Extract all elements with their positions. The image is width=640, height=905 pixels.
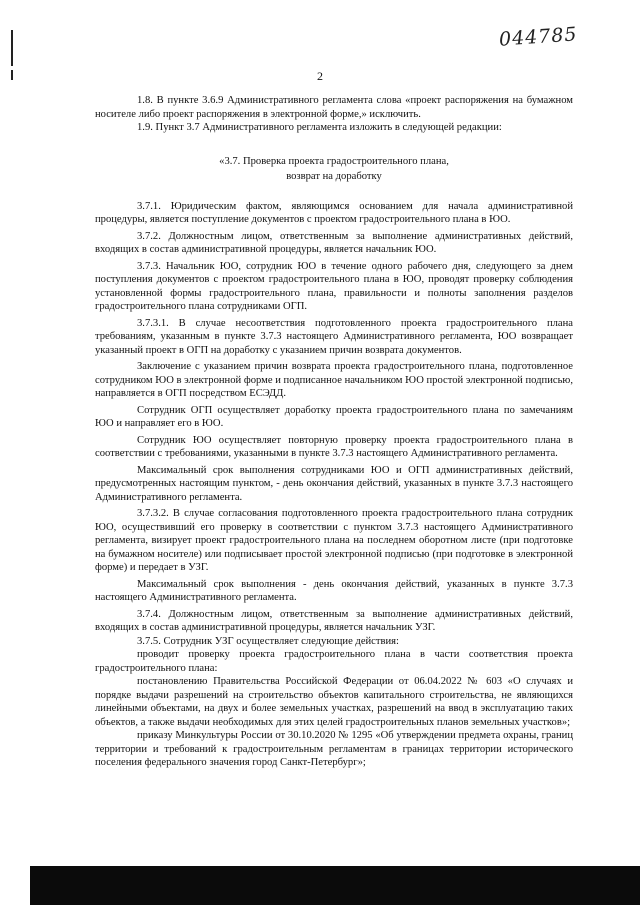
paragraph: 3.7.3.2. В случае согласования подготовленного проекта градостроительного плана сотрудник ЮО, осуществивший его проверку в соответствии с пунктом 3.7.3 настоящего Административного регламента, визирует проект градостроительного плана на последнем оборотном листе (при подготовке на бумажном носителе) или подписывает простой электронной подписью (при подготовке в электронной форме) и передает в УЗГ. bbox=[95, 508, 573, 573]
section-heading-line: «3.7. Проверка проекта градостроительного плана, bbox=[219, 155, 449, 167]
margin-mark bbox=[11, 30, 13, 66]
paragraph: 3.7.5. Сотрудник УЗГ осуществляет следующие действия: bbox=[137, 635, 400, 647]
paragraph: Сотрудник ЮО осуществляет повторную проверку проекта градостроительного плана в соответствии с требованиями, указанными в пункте 3.7.3 настоящего Административного регламента. bbox=[95, 434, 573, 459]
paragraph: 3.7.1. Юридическим фактом, являющимся основанием для начала административной процедуры, является поступление документов с проектом градостроительного плана в ЮО. bbox=[95, 200, 573, 225]
paragraph: Сотрудник ОГП осуществляет доработку проекта градостроительного плана по замечаниям ЮО и направляет его в ЮО. bbox=[95, 404, 573, 429]
paragraph: 3.7.2. Должностным лицом, ответственным за выполнение административных действий, входящих в состав административной процедуры, является начальник ЮО. bbox=[95, 230, 573, 255]
handwritten-number: 044785 bbox=[498, 23, 579, 51]
paragraph: 3.7.3.1. В случае несоответствия подготовленного проекта градостроительного плана требованиям, указанным в пункте 3.7.3 настоящего Административного регламента, ЮО возвращает указанный проект в ОГП на доработку с указанием причин возврата документов. bbox=[95, 317, 573, 356]
paragraph: Максимальный срок выполнения сотрудниками ЮО и ОГП административных действий, предусмотренных настоящим пунктом, - день окончания действий, указанных в пункте 3.7.3 настоящего Административного регламента. bbox=[95, 464, 573, 503]
paragraph: Заключение с указанием причин возврата проекта градостроительного плана, подготовленное сотрудником ЮО в электронной форме и подписанное начальником ЮО простой электронной подписью, направляется в ОГП посредством ЕСЭДД. bbox=[95, 361, 573, 399]
paragraph: Максимальный срок выполнения - день окончания действий, указанных в пункте 3.7.3 настоящего Административного регламента. bbox=[95, 578, 573, 603]
section-heading-line: возврат на доработку bbox=[286, 170, 382, 182]
paragraph: приказу Минкультуры России от 30.10.2020 № 1295 «Об утверждении предмета охраны, границ территории и требований к градостроительным регламентам в границах территории исторического поселения федерального значения город Санкт-Петербург»; bbox=[95, 730, 573, 768]
paragraph: постановлению Правительства Российской Федерации от 06.04.2022 № 603 «О случаях и порядке выдачи разрешений на строительство объектов капитального строительства, не являющихся линейными объектами, на двух и более земельных участках, разрешений на ввод в эксплуатацию таких объектов, а также выдачи необходимых для этих целей градостроительных планов земельных участков»; bbox=[95, 676, 573, 728]
paragraph: проводит проверку проекта градостроительного плана в части соответствия проекта градостроительного плана: bbox=[95, 649, 573, 674]
paragraph: 3.7.4. Должностным лицом, ответственным за выполнение административных действий, входящих в состав административной процедуры, является начальник УЗГ. bbox=[95, 608, 573, 633]
paragraph: 3.7.3. Начальник ЮО, сотрудник ЮО в течение одного рабочего дня, следующего за днем поступления документов с проектом градостроительного плана в ЮО, проводят проверку соблюдения установленной формы градостроительного плана, правильности и полноты заполнения разделов градостроительного плана сотрудниками ОГП. bbox=[95, 260, 573, 312]
section-heading bbox=[95, 154, 573, 184]
document-body bbox=[95, 94, 573, 770]
scan-border bbox=[30, 866, 640, 905]
page-number: 2 bbox=[317, 69, 323, 83]
paragraph: 1.9. Пункт 3.7 Административного регламента изложить в следующей редакции: bbox=[137, 122, 502, 133]
paragraph: 1.8. В пункте 3.6.9 Административного регламента слова «проект распоряжения на бумажном носителе либо проект распоряжения в электронной форме,» исключить. bbox=[95, 95, 573, 120]
